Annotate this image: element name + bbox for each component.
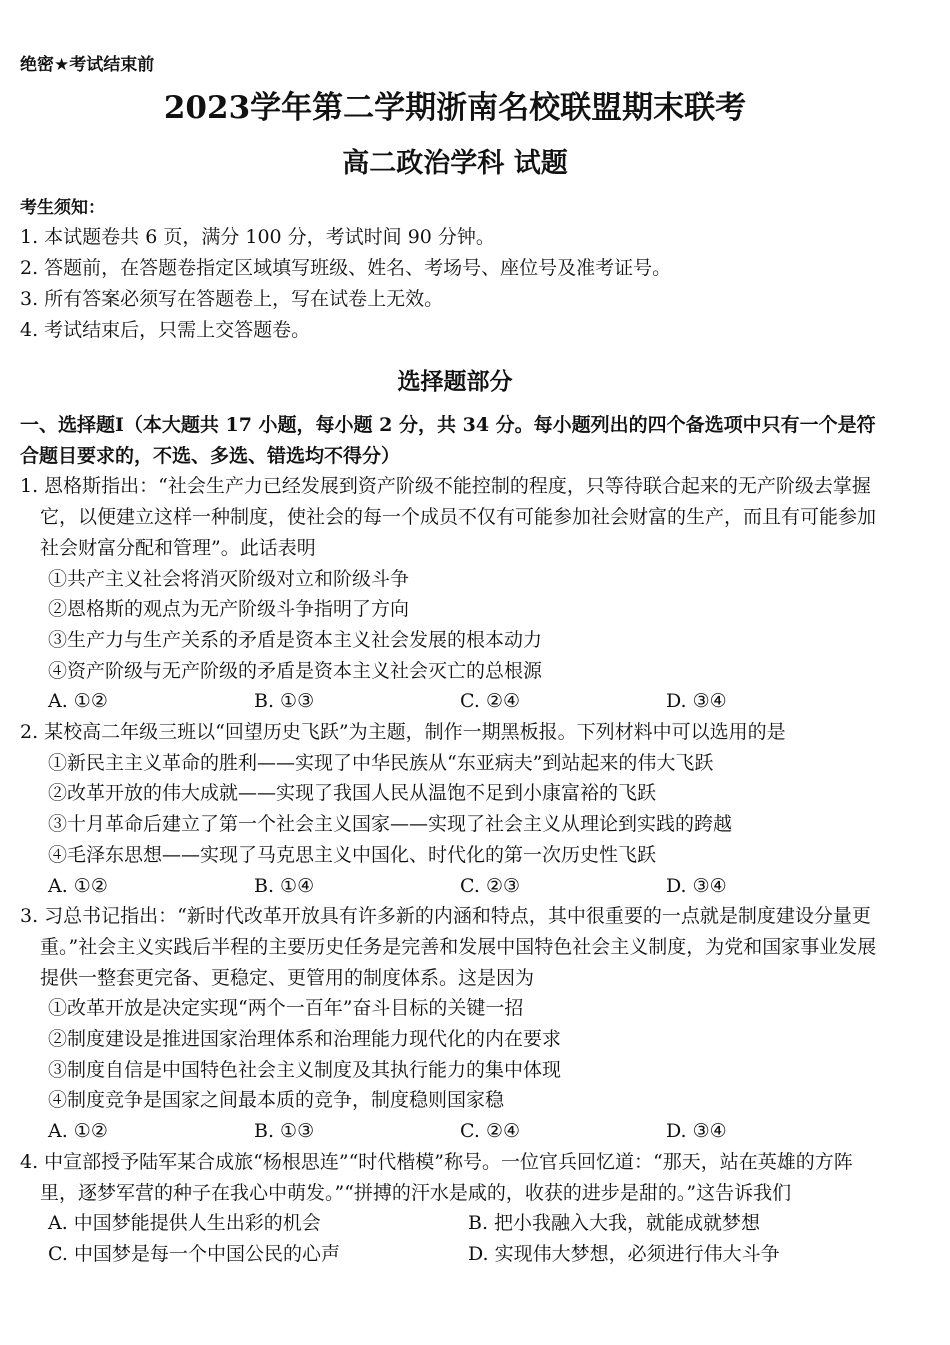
- option-d: D. ③④: [666, 690, 727, 713]
- statement: ②恩格斯的观点为无产阶级斗争指明了方向: [48, 598, 410, 621]
- answer-options: [20, 1208, 890, 1269]
- option-b: B. ①③: [254, 1120, 315, 1143]
- option-d: D. ③④: [666, 874, 727, 897]
- option-c: C. ②③: [460, 874, 521, 897]
- answer-options: [20, 1116, 890, 1147]
- exam-subtitle: 高二政治学科 试题: [342, 148, 568, 179]
- question-stem: 1. 恩格斯指出：“社会生产力已经发展到资产阶级不能控制的程度，只等待联合起来的无产阶级去掌握它，以便建立这样一种制度，使社会的每一个成员不仅有可能参加社会财富的生产，而且有可能参加社会财富分配和管理”。此话表明: [20, 475, 877, 559]
- statement: ③十月革命后建立了第一个社会主义国家——实现了社会主义从理论到实践的跨越: [48, 813, 733, 836]
- notice-block: [20, 194, 890, 346]
- part-heading: 一、选择题Ⅰ（本大题共 17 小题，每小题 2 分，共 34 分。每小题列出的四个备选项中只有一个是符合题目要求的，不选、多选、错选均不得分）: [20, 414, 876, 467]
- secret-label: 绝密★考试结束前: [20, 55, 155, 75]
- option-a: A. ①②: [48, 1120, 108, 1143]
- question-stem: 3. 习总书记指出：“新时代改革开放具有许多新的内涵和特点，其中很重要的一点就是制度建设分量更重。”社会主义实践后半程的主要历史任务是完善和发展中国特色社会主义制度，为党和国家事业发展提供一整套更完备、更稳定、更管用的制度体系。这是因为: [20, 905, 877, 989]
- question-4: [20, 1147, 890, 1270]
- question-stem: 4. 中宣部授予陆军某合成旅“杨根思连”“时代楷模”称号。一位官兵回忆道：“那天，站在英雄的方阵里，逐梦军营的种子在我心中萌发。”“拼搏的汗水是咸的，收获的进步是甜的。”这告诉我们: [20, 1150, 853, 1204]
- statement: ③制度自信是中国特色社会主义制度及其执行能力的集中体现: [48, 1058, 562, 1081]
- option-b: B. 把小我融入大我，就能成就梦想: [468, 1212, 761, 1235]
- option-b: B. ①③: [254, 690, 315, 713]
- statement: ①新民主主义革命的胜利——实现了中华民族从“东亚病夫”到站起来的伟大飞跃: [48, 751, 714, 774]
- option-b: B. ①④: [254, 874, 315, 897]
- notice-item: 2. 答题前，在答题卷指定区域填写班级、姓名、考场号、座位号及准考证号。: [20, 257, 672, 279]
- answer-options: [20, 871, 890, 902]
- exam-title: 2023学年第二学期浙南名校联盟期末联考: [163, 90, 747, 126]
- option-c: C. 中国梦是每一个中国公民的心声: [48, 1242, 340, 1265]
- option-c: C. ②④: [460, 690, 521, 713]
- section-title: 选择题部分: [397, 368, 513, 395]
- question-stem: 2. 某校高二年级三班以“回望历史飞跃”为主题，制作一期黑板报。下列材料中可以选用的是: [20, 721, 786, 744]
- question-3: [20, 901, 890, 1147]
- option-a: A. 中国梦能提供人生出彩的机会: [48, 1212, 321, 1235]
- notice-item: 3. 所有答案必须写在答题卷上，写在试卷上无效。: [20, 288, 444, 310]
- statement: ①改革开放是决定实现“两个一百年”奋斗目标的关键一招: [48, 997, 524, 1020]
- statement: ①共产主义社会将消灭阶级对立和阶级斗争: [48, 567, 410, 590]
- notice-item: 4. 考试结束后，只需上交答题卷。: [20, 319, 311, 341]
- statement: ②制度建设是推进国家治理体系和治理能力现代化的内在要求: [48, 1028, 562, 1051]
- answer-options: [20, 686, 890, 717]
- statement: ④资产阶级与无产阶级的矛盾是资本主义社会灭亡的总根源: [48, 659, 543, 682]
- question-2: [20, 717, 890, 901]
- option-d: D. 实现伟大梦想，必须进行伟大斗争: [468, 1242, 780, 1265]
- statement: ④毛泽东思想——实现了马克思主义中国化、时代化的第一次历史性飞跃: [48, 843, 657, 866]
- notice-item: 1. 本试题卷共 6 页，满分 100 分，考试时间 90 分钟。: [20, 226, 495, 248]
- question-1: [20, 471, 890, 717]
- statement: ④制度竞争是国家之间最本质的竞争，制度稳则国家稳: [48, 1089, 505, 1112]
- option-a: A. ①②: [48, 690, 108, 713]
- notice-heading: 考生须知：: [20, 198, 105, 218]
- option-d: D. ③④: [666, 1120, 727, 1143]
- option-c: C. ②④: [460, 1120, 521, 1143]
- statement: ②改革开放的伟大成就——实现了我国人民从温饱不足到小康富裕的飞跃: [48, 782, 657, 805]
- statement: ③生产力与生产关系的矛盾是资本主义社会发展的根本动力: [48, 628, 543, 651]
- option-a: A. ①②: [48, 874, 108, 897]
